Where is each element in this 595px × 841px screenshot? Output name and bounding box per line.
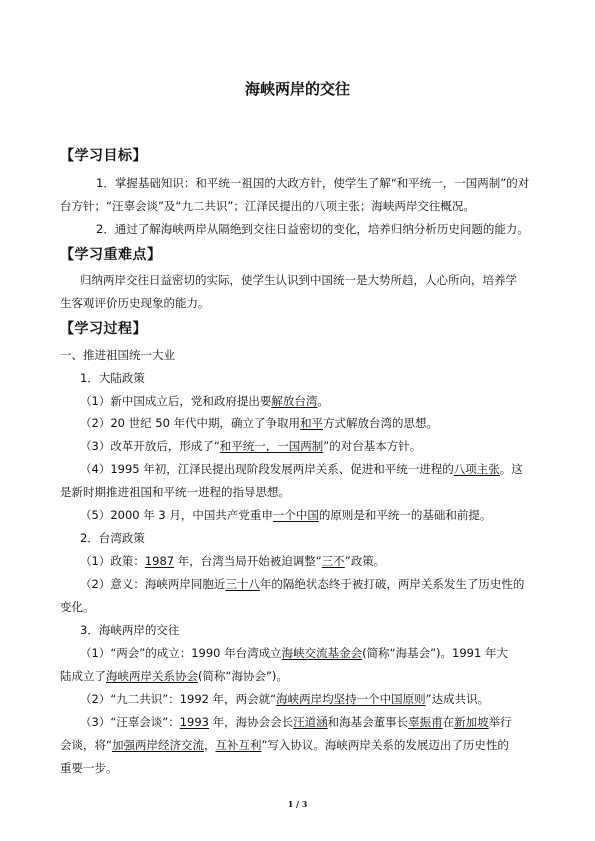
text: 。: [317, 394, 329, 408]
answer-blank: 海峡两岸均坚持一个中国原则: [276, 692, 426, 706]
exchange-item-1-cont: [60, 669, 540, 683]
text: 举行: [488, 715, 512, 729]
exchange-item-2: [80, 692, 560, 706]
page-title: 海峡两岸的交往: [244, 80, 350, 98]
subsection-cross-strait-exchange: 3．海峡两岸的交往: [80, 623, 180, 637]
goal-1-line-1: 1．掌握基础知识：和平统一祖国的大政方针，使学生了解“和平统一，一国两制”的对: [96, 176, 530, 190]
subsection-taiwan-policy: 2．台湾政策: [80, 531, 145, 545]
answer-blank: 加强两岸经济交流: [111, 738, 204, 752]
text: （3）“汪辜会谈”：: [80, 715, 180, 729]
learning-goals-heading: 【学习目标】: [60, 148, 147, 164]
mainland-policy-item-2: [80, 416, 560, 430]
answer-blank: 新加坡: [454, 715, 489, 729]
answer-blank: 三不: [321, 554, 345, 568]
text: 在: [442, 715, 455, 729]
text: （2）“九二共识”：1992 年，两会就“: [80, 692, 277, 706]
answer-blank: 一个中国: [272, 508, 319, 522]
text: （1）新中国成立后，党和政府提出要: [80, 394, 272, 408]
answer-blank: 1987: [144, 554, 175, 568]
page-number: 1 / 3: [287, 799, 308, 809]
answer-blank: 汪道涵: [293, 715, 328, 729]
exchange-item-3-cont-2: 重要一步。: [60, 761, 118, 775]
text: (简称“海基会”)。1991 年大: [362, 646, 508, 660]
goal-1-line-2: 台方针；“汪辜会谈”及“九二共识”；江泽民提出的八项主张；海峡两岸交往概况。: [60, 199, 475, 213]
key-points-heading: 【学习重难点】: [60, 247, 162, 263]
answer-blank: 八项主张: [453, 462, 500, 476]
text: (简称“海协会”)。: [198, 669, 288, 683]
mainland-policy-item-4-cont: 是新时期推进祖国和平统一进程的指导思想。: [60, 485, 290, 499]
answer-blank: 和平统一，一国两制: [219, 439, 324, 453]
text: ”政策。: [344, 554, 386, 568]
text: ”的对台基本方针。: [323, 439, 422, 453]
text: （1）政策：: [80, 554, 145, 568]
mainland-policy-item-1: [80, 394, 560, 408]
text: 年，台湾当局开始被迫调整“: [174, 554, 322, 568]
answer-blank: 互补互利: [215, 738, 262, 752]
key-points-line-1: 归纳两岸交往日益密切的实际，使学生认识到中国统一是大势所趋，人心所向，培养学: [80, 273, 517, 287]
goal-2: 2．通过了解海峡两岸从隔绝到交往日益密切的变化，培养归纳分析历史问题的能力。: [96, 222, 529, 236]
text: 会谈，将“: [60, 738, 112, 752]
key-points-line-2: 生客观评价历史现象的能力。: [60, 296, 210, 310]
answer-blank: 1993: [179, 715, 210, 729]
taiwan-policy-item-2-cont: 变化。: [60, 600, 95, 614]
text: （2）意义：海峡两岸同胞近: [80, 577, 226, 591]
text: 年的隔绝状态终于被打破，两岸关系发生了历史性的: [259, 577, 525, 591]
text: 的原则是和平统一的基础和前提。: [318, 508, 492, 522]
text: 方式解放台湾的思想。: [323, 416, 439, 430]
exchange-item-3: [80, 715, 560, 729]
answer-blank: 海峡两岸关系协会: [106, 669, 198, 683]
answer-blank: 海峡交流基金会: [281, 646, 363, 660]
subsection-mainland-policy: 1．大陆政策: [80, 371, 145, 385]
text: 和海基会董事长: [327, 715, 409, 729]
text: ”写入协议。海峡两岸关系的发展迈出了历史性的: [261, 738, 509, 752]
answer-blank: 解放台湾: [271, 394, 318, 408]
learning-process-heading: 【学习过程】: [60, 321, 147, 337]
text: 陆成立了: [60, 669, 106, 683]
exchange-item-3-cont: [60, 738, 540, 752]
exchange-item-1: [80, 646, 560, 660]
text: （1）“两会”的成立：1990 年台湾成立: [80, 646, 282, 660]
mainland-policy-item-3: [80, 439, 560, 453]
answer-blank: 辜振甫: [408, 715, 443, 729]
answer-blank: 和平: [300, 416, 324, 430]
text: ”达成共识。: [425, 692, 490, 706]
text: （5）2000 年 3 月，中国共产党重申: [80, 508, 273, 522]
answer-blank: 三十八: [225, 577, 260, 591]
taiwan-policy-item-1: [80, 554, 560, 568]
text: （4）1995 年初，江泽民提出现阶段发展两岸关系、促进和平统一进程的: [80, 462, 454, 476]
mainland-policy-item-5: [80, 508, 560, 522]
taiwan-policy-item-2: [80, 577, 560, 591]
text: 年，海协会会长: [209, 715, 294, 729]
text: （3）改革开放后，形成了“: [80, 439, 220, 453]
text: ，: [203, 738, 216, 752]
text: 。这: [499, 462, 523, 476]
section-1-title: 一、推进祖国统一大业: [60, 348, 175, 362]
text: （2）20 世纪 50 年代中期，确立了争取用: [80, 416, 301, 430]
mainland-policy-item-4: [80, 462, 560, 476]
